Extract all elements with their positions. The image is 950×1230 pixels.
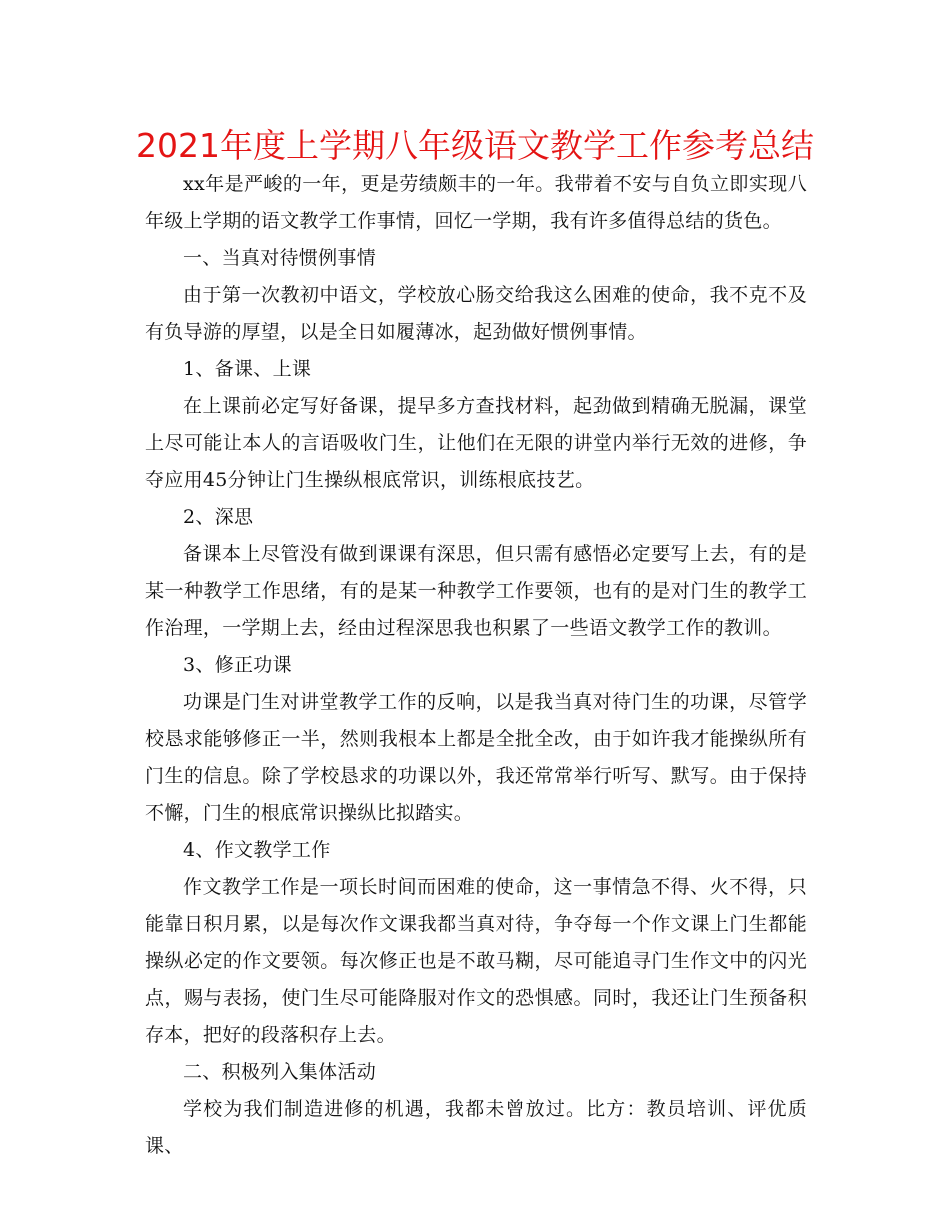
heading-item-1: 1、备课、上课 [183, 358, 312, 380]
paragraph-section-1: 由于第一次教初中语文，学校放心肠交给我这么困难的使命，我不克不及有负导游的厚望，以是全日如履薄冰，起劲做好惯例事情。 [145, 284, 807, 343]
paragraph-item-2: 备课本上尽管没有做到课课有深思，但只需有感悟必定要写上去，有的是某一种教学工作思绪，有的是某一种教学工作要领，也有的是对门生的教学工作治理，一学期上去，经由过程深思我也积累了一些语文教学工作的教训。 [145, 543, 807, 639]
paragraph-item-1: 在上课前必定写好备课，提早多方查找材料，起劲做到精确无脱漏，课堂上尽可能让本人的言语吸收门生，让他们在无限的讲堂内举行无效的进修，争夺应用45分钟让门生操纵根底常识，训练根底技艺。 [145, 395, 807, 491]
document-title: 2021年度上学期八年级语文教学工作参考总结 [136, 126, 814, 165]
heading-item-4: 4、作文教学工作 [183, 839, 331, 861]
paragraph-item-3: 功课是门生对讲堂教学工作的反响，以是我当真对待门生的功课，尽管学校恳求能够修正一半，然则我根本上都是全批全改，由于如许我才能操纵所有门生的信息。除了学校恳求的功课以外，我还常常举行听写、默写。由于保持不懈，门生的根底常识操纵比拟踏实。 [145, 691, 807, 824]
heading-item-3: 3、修正功课 [183, 654, 292, 676]
heading-section-1: 一、当真对待惯例事情 [183, 247, 377, 269]
paragraph-item-4: 作文教学工作是一项长时间而困难的使命，这一事情急不得、火不得，只能靠日积月累，以是每次作文课我都当真对待，争夺每一个作文课上门生都能操纵必定的作文要领。每次修正也是不敢马糊，尽可能追寻门生作文中的闪光点，赐与表扬，使门生尽可能降服对作文的恐惧感。同时，我还让门生预备积存本，把好的段落积存上去。 [145, 876, 807, 1046]
document-body [145, 166, 807, 1165]
heading-section-2: 二、积极列入集体活动 [183, 1061, 377, 1083]
heading-item-2: 2、深思 [183, 506, 254, 528]
paragraph-section-2: 学校为我们制造进修的机遇，我都未曾放过。比方：教员培训、评优质课、 [145, 1098, 807, 1157]
paragraph-intro: xx年是严峻的一年，更是劳绩颇丰的一年。我带着不安与自负立即实现八年级上学期的语文教学工作事情，回忆一学期，我有许多值得总结的货色。 [145, 173, 807, 232]
